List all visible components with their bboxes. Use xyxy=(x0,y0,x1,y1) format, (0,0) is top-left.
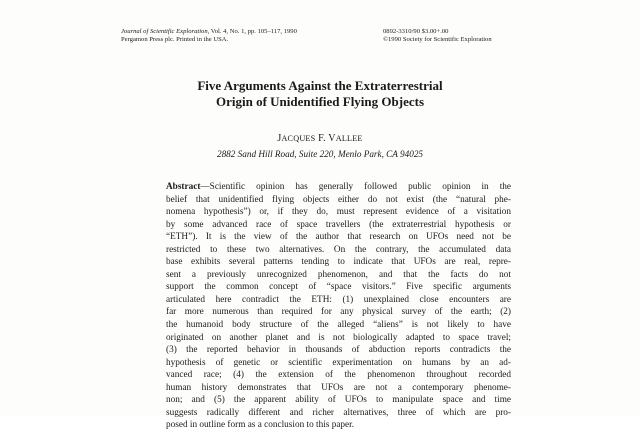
abstract-line: articulated here contradict the ETH: (1) unexplained close encounters are xyxy=(166,294,511,305)
journal-header-left xyxy=(121,28,297,43)
abstract-label: Abstract xyxy=(166,182,201,192)
abstract-line: belief that unidentified flying objects either do not exist (the “natural phe- xyxy=(166,194,511,205)
abstract-line: originated on another planet and is not biologically adapted to space travel; xyxy=(166,332,511,343)
author-first-rest: ACQUES xyxy=(281,134,316,143)
journal-name: Journal of Scientific Exploration xyxy=(121,28,208,35)
abstract-line: far more numerous than required for any physical survey of the earth; (2) xyxy=(166,307,511,318)
abstract-line: “ETH”). It is the view of the author that research on UFOs need not be xyxy=(166,232,511,243)
abstract-line: (3) the reported behavior in thousands of abduction reports contradicts the xyxy=(166,345,511,356)
abstract xyxy=(166,181,511,432)
abstract-line: support the common concept of “space visitors.” Five specific arguments xyxy=(166,282,511,293)
abstract-line: by some advanced race of space travellers (the extraterrestrial hypothesis or xyxy=(166,219,511,230)
journal-citation xyxy=(121,28,297,36)
abstract-line: posed in outline form as a conclusion to this paper. xyxy=(166,420,355,431)
abstract-line: nomena hypothesis”) or, if they do, must represent evidence of a visitation xyxy=(166,207,511,218)
abstract-line: hypothesis of genetic or scientific experimentation on humans by an ad- xyxy=(166,357,511,368)
paper-title xyxy=(0,78,640,110)
author-initial: J xyxy=(277,133,282,144)
author-name xyxy=(0,133,640,144)
title-line-2: Origin of Unidentified Flying Objects xyxy=(216,94,424,109)
abstract-line: suggests radically different and richer alternatives, three of which are pro- xyxy=(166,407,511,418)
author-middle: F. V xyxy=(315,133,336,144)
publisher-line: Pergamon Press plc. Printed in the USA. xyxy=(121,35,229,43)
copyright-line: ©1990 Society for Scientific Exploration xyxy=(383,35,492,43)
issn-price: 0892-3310/90 $3.00+.00 xyxy=(383,28,449,35)
author-last-rest: ALLEE xyxy=(335,134,363,143)
abstract-line: restricted to these two alternatives. On the contrary, the accumulated data xyxy=(166,244,511,255)
abstract-line: sent a previously unrecognized phenomenon, and that the facts do not xyxy=(166,269,511,280)
abstract-line-text: —Scientific opinion has generally followed public opinion in the xyxy=(200,182,511,192)
journal-header-right xyxy=(383,28,492,43)
journal-volume-pages: , Vol. 4, No. 1, pp. 105–117, 1990 xyxy=(207,28,297,35)
abstract-line xyxy=(166,181,511,194)
abstract-line: the humanoid body structure of the alleged “aliens” is not likely to have xyxy=(166,320,511,331)
abstract-line: base exhibits several patterns tending to indicate that UFOs are real, repre- xyxy=(166,257,511,268)
abstract-line: human history demonstrates that UFOs are not a contemporary phenome- xyxy=(166,382,511,393)
abstract-line: vanced race; (4) the extension of the phenomenon throughout recorded xyxy=(166,370,511,381)
abstract-line: non; and (5) the apparent ability of UFOs to manipulate space and time xyxy=(166,395,511,406)
title-line-1: Five Arguments Against the Extraterrestrial xyxy=(197,78,443,93)
author-affiliation: 2882 Sand Hill Road, Suite 220, Menlo Park, CA 94025 xyxy=(216,149,424,159)
